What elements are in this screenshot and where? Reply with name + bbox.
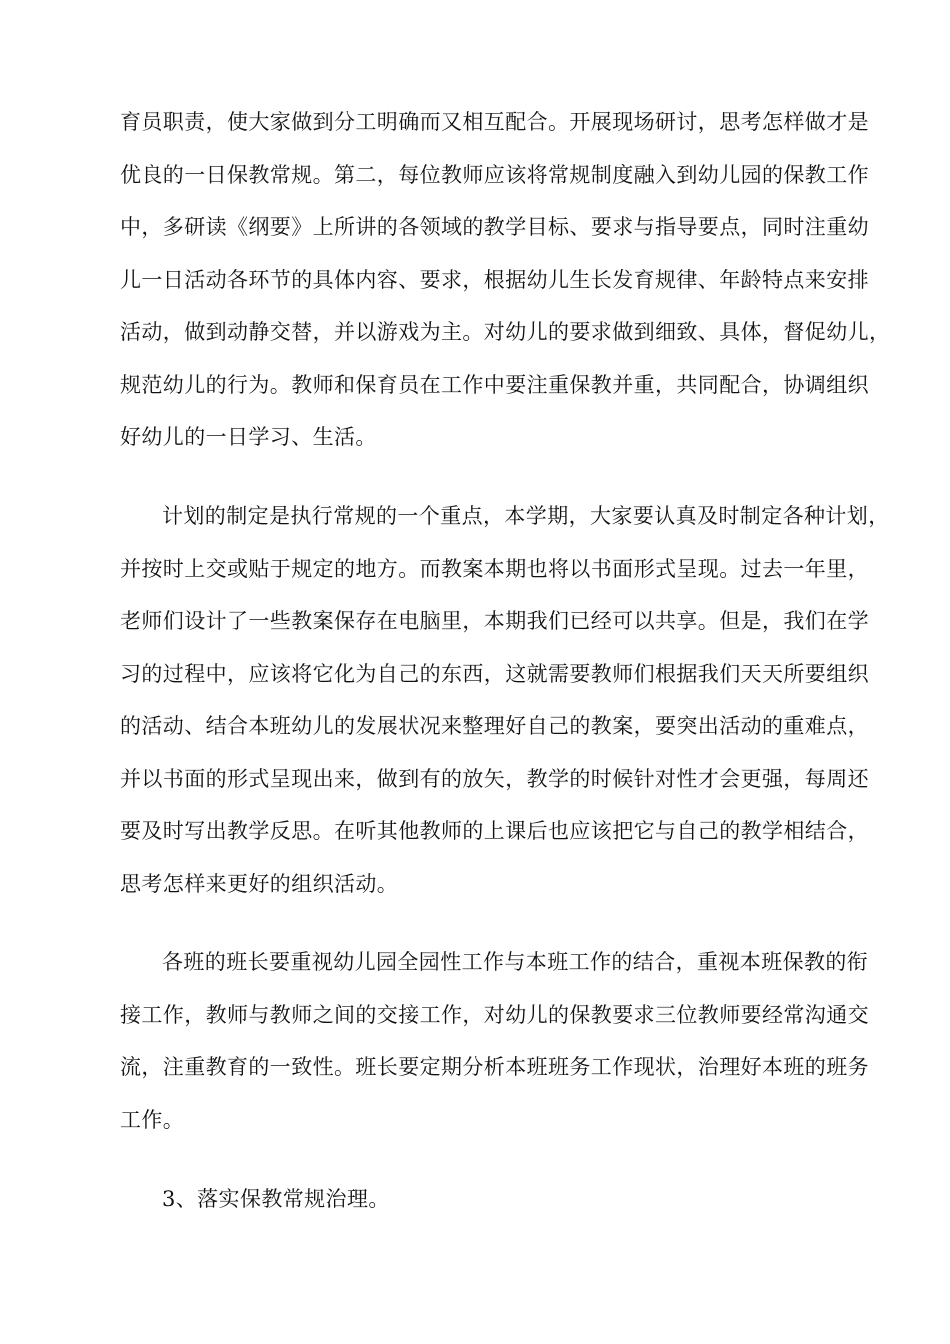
text-line: 要及时写出教学反思。在听其他教师的上课后也应该把它与自己的教学相结合， (120, 819, 869, 843)
text-line: 计划的制定是执行常规的一个重点，本学期，大家要认真及时制定各种计划， (162, 504, 890, 528)
text-line: 思考怎样来更好的组织活动。 (120, 872, 399, 896)
text-line: 工作。 (120, 1108, 185, 1132)
text-line: 流，注重教育的一致性。班长要定期分析本班班务工作现状，治理好本班的班务 (120, 1055, 869, 1079)
text-line: 各班的班长要重视幼儿园全园性工作与本班工作的结合，重视本班保教的衔 (162, 950, 869, 974)
text-line: 优良的一日保教常规。第二，每位教师应该将常规制度融入到幼儿园的保教工作 (120, 163, 869, 187)
text-line: 儿一日活动各环节的具体内容、要求，根据幼儿生长发育规律、年龄特点来安排 (120, 268, 869, 292)
text-line: 规范幼儿的行为。教师和保育员在工作中要注重保教并重，共同配合，协调组织 (120, 373, 869, 397)
text-line: 接工作，教师与教师之间的交接工作，对幼儿的保教要求三位教师要经常沟通交 (120, 1003, 869, 1027)
text-line: 并以书面的形式呈现出来，做到有的放矢，教学的时候针对性才会更强，每周还 (120, 767, 869, 791)
text-line: 的活动、结合本班幼儿的发展状况来整理好自己的教案，要突出活动的重难点， (120, 714, 869, 738)
text-line: 老师们设计了一些教案保存在电脑里，本期我们已经可以共享。但是，我们在学 (120, 609, 869, 633)
text-line: 活动，做到动静交替，并以游戏为主。对幼儿的要求做到细致、具体，督促幼儿， (120, 320, 891, 344)
text-line: 并按时上交或贴于规定的地方。而教案本期也将以书面形式呈现。过去一年里， (120, 557, 869, 581)
text-line: 中，多研读《纲要》上所讲的各领域的教学目标、要求与指导要点，同时注重幼 (120, 215, 869, 239)
section-heading: 3、落实保教常规治理。 (162, 1187, 390, 1211)
text-line: 育员职责，使大家做到分工明确而又相互配合。开展现场研讨，思考怎样做才是 (120, 110, 869, 134)
text-line: 好幼儿的一日学习、生活。 (120, 425, 377, 449)
text-line: 习的过程中，应该将它化为自己的东西，这就需要教师们根据我们天天所要组织 (120, 662, 869, 686)
